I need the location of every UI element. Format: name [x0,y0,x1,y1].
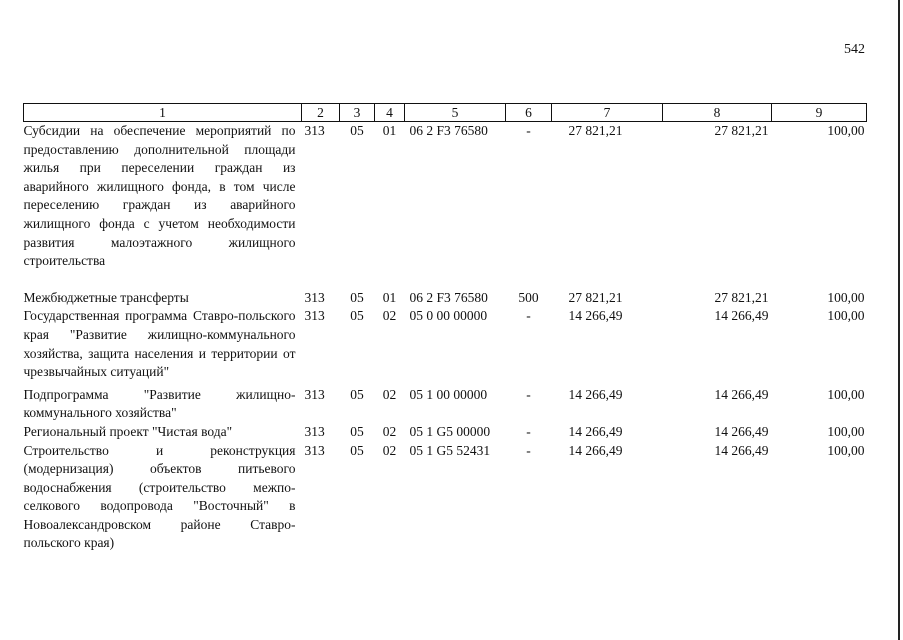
row-c2: 313 [304,123,325,138]
row-c5: 06 2 F3 76580 [409,289,488,305]
header-row [24,104,867,122]
row-c6: - [526,442,531,458]
row-c2: 313 [304,423,325,439]
row-c8: 14 266,49 [714,308,769,324]
row-c9: 100,00 [827,123,865,138]
table-row [24,289,867,308]
row-c4: 02 [382,423,397,439]
row-c9: 100,00 [827,308,865,324]
row-c9: 100,00 [827,386,865,402]
column-header: 5 [405,104,506,122]
column-header: 1 [24,104,302,122]
row-c3: 05 [350,289,364,305]
row-c6: 500 [518,289,539,305]
row-c9: 100,00 [827,442,865,458]
row-name: Подпрограмма "Развитие жилищно-коммунального хозяйства" [23,386,296,421]
row-c7: 27 821,21 [568,123,623,138]
row-c8: 14 266,49 [714,442,769,458]
row-c5: 06 2 F3 76580 [409,123,488,138]
row-c3: 05 [350,386,364,402]
row-spacer [24,271,867,289]
row-c7: 14 266,49 [568,386,623,402]
row-c6: - [526,423,531,439]
page-number: 542 [844,42,865,57]
column-header: 7 [552,104,663,122]
row-c7: 27 821,21 [568,289,623,305]
page-right-edge [898,0,900,640]
row-c5: 05 1 00 00000 [409,386,488,402]
row-name: Государственная программа Ставро-польского края "Развитие жилищно-коммунального хозяйства, защита населения и территории от чрезвычайных ситуаций" [23,308,296,380]
row-c8: 27 821,21 [714,289,769,305]
column-header: 2 [302,104,340,122]
row-c9: 100,00 [827,289,865,305]
row-c5: 05 1 G5 52431 [409,442,491,458]
row-c8: 14 266,49 [714,423,769,439]
row-c4: 01 [382,289,397,305]
row-c8: 27 821,21 [714,123,769,138]
row-name: Строительство и реконструкция (модернизация) объектов питьевого водоснабжения (строительство межпо-селкового водопровода "Восточный" в Новоалександровском районе Ставро-польского края) [23,442,296,551]
column-header: 8 [663,104,772,122]
row-name: Субсидии на обеспечение мероприятий по предоставлению дополнительной площади жилья при переселении граждан из аварийного жилищного фонда, в том числе переселению граждан из аварийного жилищного фонда с учетом необходимости развития малоэтажного жилищного строительства [23,123,296,269]
row-c3: 05 [350,123,364,138]
row-c3: 05 [350,442,364,458]
row-c7: 14 266,49 [568,442,623,458]
column-header: 4 [375,104,405,122]
row-c4: 02 [382,442,397,458]
column-header: 9 [772,104,867,122]
row-c3: 05 [350,308,364,324]
row-c2: 313 [304,386,325,402]
row-c6: - [526,123,531,138]
column-header: 3 [340,104,375,122]
row-c5: 05 0 00 00000 [409,308,488,324]
row-name: Межбюджетные трансферты [23,289,189,305]
table-row [24,386,867,423]
row-name: Региональный проект "Чистая вода" [23,423,233,439]
row-c4: 01 [382,123,397,138]
table-row [24,442,867,554]
row-c8: 14 266,49 [714,386,769,402]
table-row [24,122,867,271]
row-c5: 05 1 G5 00000 [409,423,491,439]
column-header: 6 [506,104,552,122]
row-c9: 100,00 [827,423,865,439]
budget-table [23,103,867,553]
row-c2: 313 [304,442,325,458]
table-row [24,307,867,385]
row-c7: 14 266,49 [568,423,623,439]
row-c4: 02 [382,386,397,402]
row-c6: - [526,308,531,324]
table-row [24,423,867,442]
row-c4: 02 [382,308,397,324]
row-c2: 313 [304,289,325,305]
row-c3: 05 [350,423,364,439]
row-c2: 313 [304,308,325,324]
row-c7: 14 266,49 [568,308,623,324]
row-c6: - [526,386,531,402]
